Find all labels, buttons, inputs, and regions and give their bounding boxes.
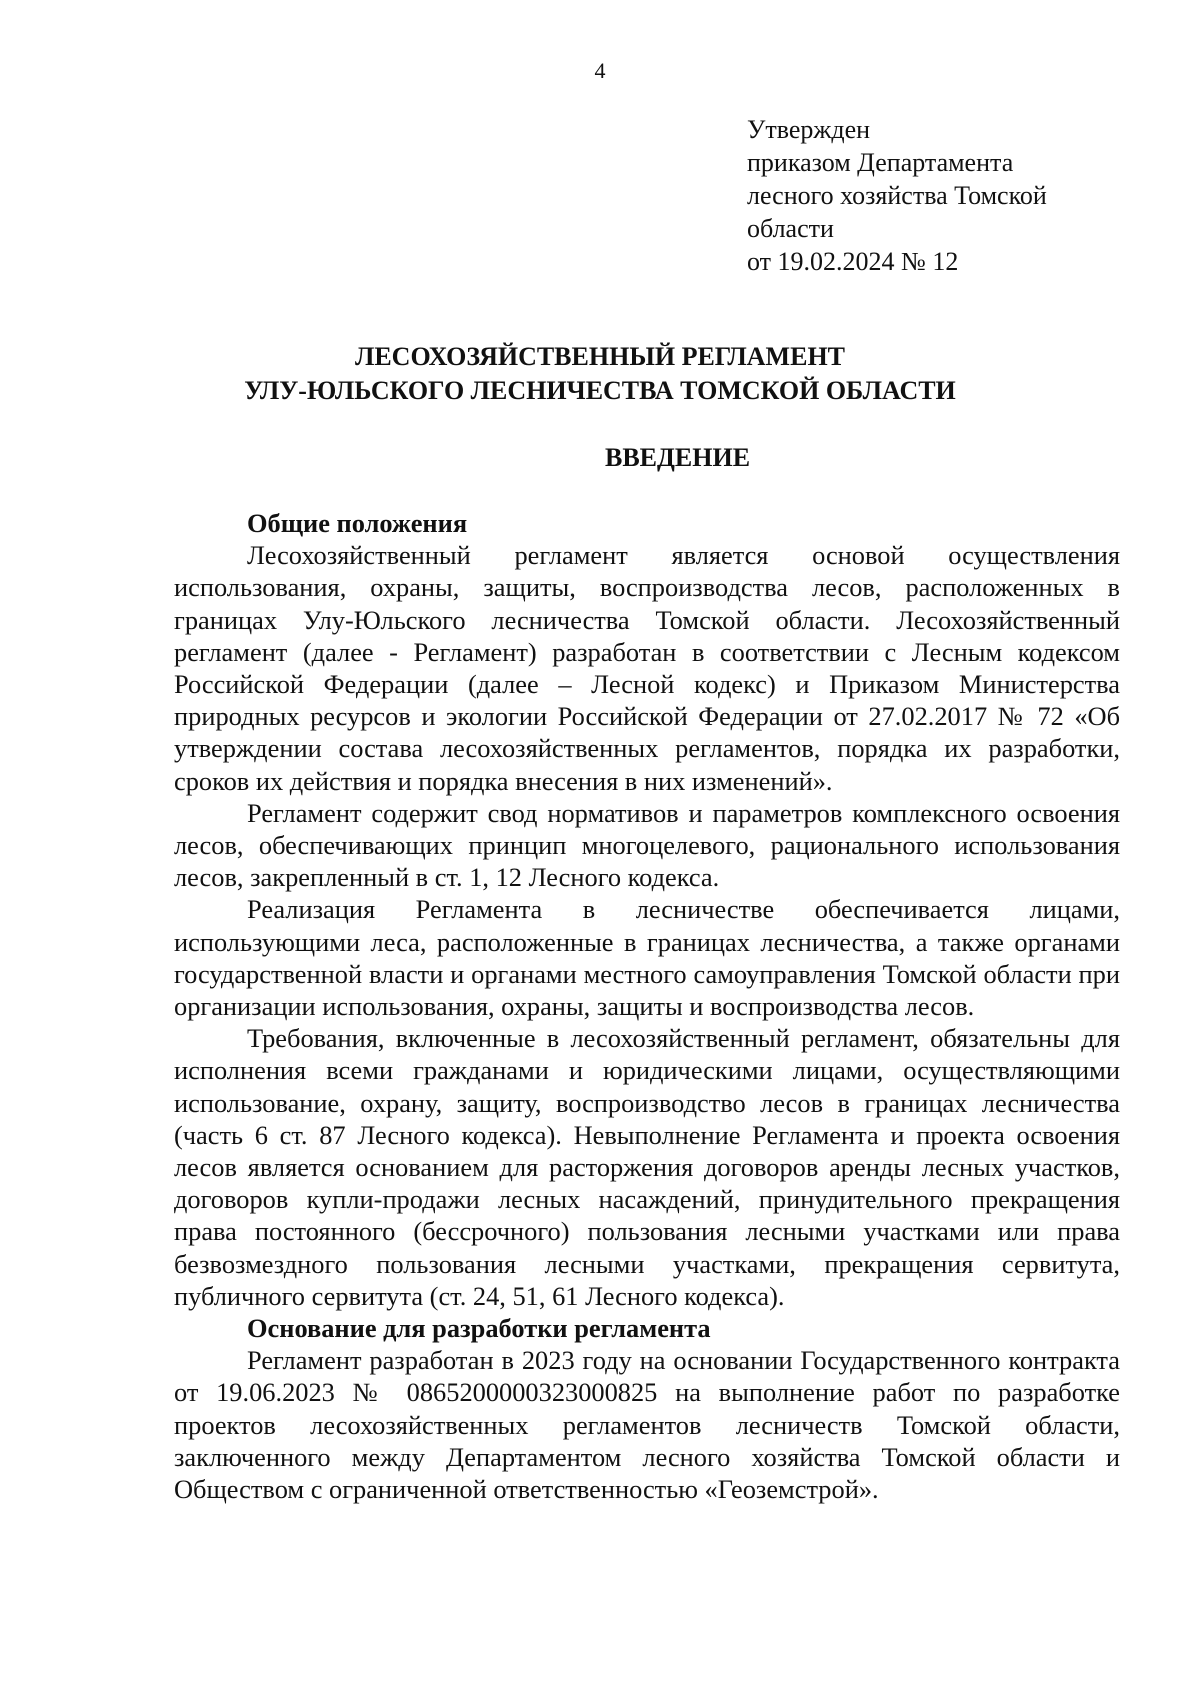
approval-line: лесного хозяйства Томской [747,181,1047,210]
document-title-line-1: ЛЕСОХОЗЯЙСТВЕННЫЙ РЕГЛАМЕНТ [354,342,846,371]
document-title-line-2: УЛУ-ЮЛЬСКОГО ЛЕСНИЧЕСТВА ТОМСКОЙ ОБЛАСТИ [244,376,956,405]
approval-line: Утвержден [747,115,871,144]
paragraph: Требования, включенные в лесохозяйственный регламент, обязательны для исполнения всеми гражданами и юридическими лицами, осуществляющими использование, охрану, защиту, воспроизводство лесов в границах лесничества (часть 6 ст. 87 Лесного кодекса). Невыполнение Регламента и проекта освоения лесов является основанием для расторжения договоров аренды лесных участков, договоров купли-продажи лесных насаждений, принудительного прекращения права постоянного (бессрочного) пользования лесными участками или права безвозмездного пользования лесными участками, прекращения сервитута, публичного сервитута (ст. 24, 51, 61 Лесного кодекса). [174,1023,1120,1311]
paragraph: Регламент содержит свод нормативов и параметров комплексного освоения лесов, обеспечивающих принцип многоцелевого, рационального использования лесов, закрепленный в ст. 1, 12 Лесного кодекса. [174,797,1120,893]
paragraph: Лесохозяйственный регламент является основой осуществления использования, охраны, защиты, воспроизводства лесов, расположенных в границах Улу-Юльского лесничества Томской области. Лесохозяйственный регламент (далее - Регламент) разработан в соответствии с Лесным кодексом Российской Федерации (далее – Лесной кодекс) и Приказом Министерства природных ресурсов и экологии Российской Федерации от 27.02.2017 № 72 «Об утверждении состава лесохозяйственных регламентов, порядка их разработки, сроков их действия и порядка внесения в них изменений». [174,540,1120,796]
page-number: 4 [594,58,606,83]
section-heading-basis: Основание для разработки регламента [247,1313,711,1344]
approval-date-line: от 19.02.2024 № 12 [747,247,959,276]
approval-stamp-block [747,113,1047,278]
paragraph: Регламент разработан в 2023 году на основании Государственного контракта от 19.06.2023 № 0865200000323000825 на выполнение работ по разработке проектов лесохозяйственных регламентов лесничеств Томской области, заключенного между Департаментом лесного хозяйства Томской области и Обществом с ограниченной ответственностью «Геоземстрой». [174,1345,1120,1505]
document-body [174,507,1120,1505]
approval-line: приказом Департамента [747,148,1014,177]
approval-line: области [747,214,834,243]
document-title [0,340,1200,408]
introduction-heading: ВВЕДЕНИЕ [605,443,751,472]
section-heading-general-provisions: Общие положения [247,508,468,538]
paragraph: Реализация Регламента в лесничестве обеспечивается лицами, использующими леса, расположенные в границах лесничества, а также органами государственной власти и органами местного самоуправления Томской области при организации использования, охраны, защиты и воспроизводства лесов. [174,894,1120,1022]
